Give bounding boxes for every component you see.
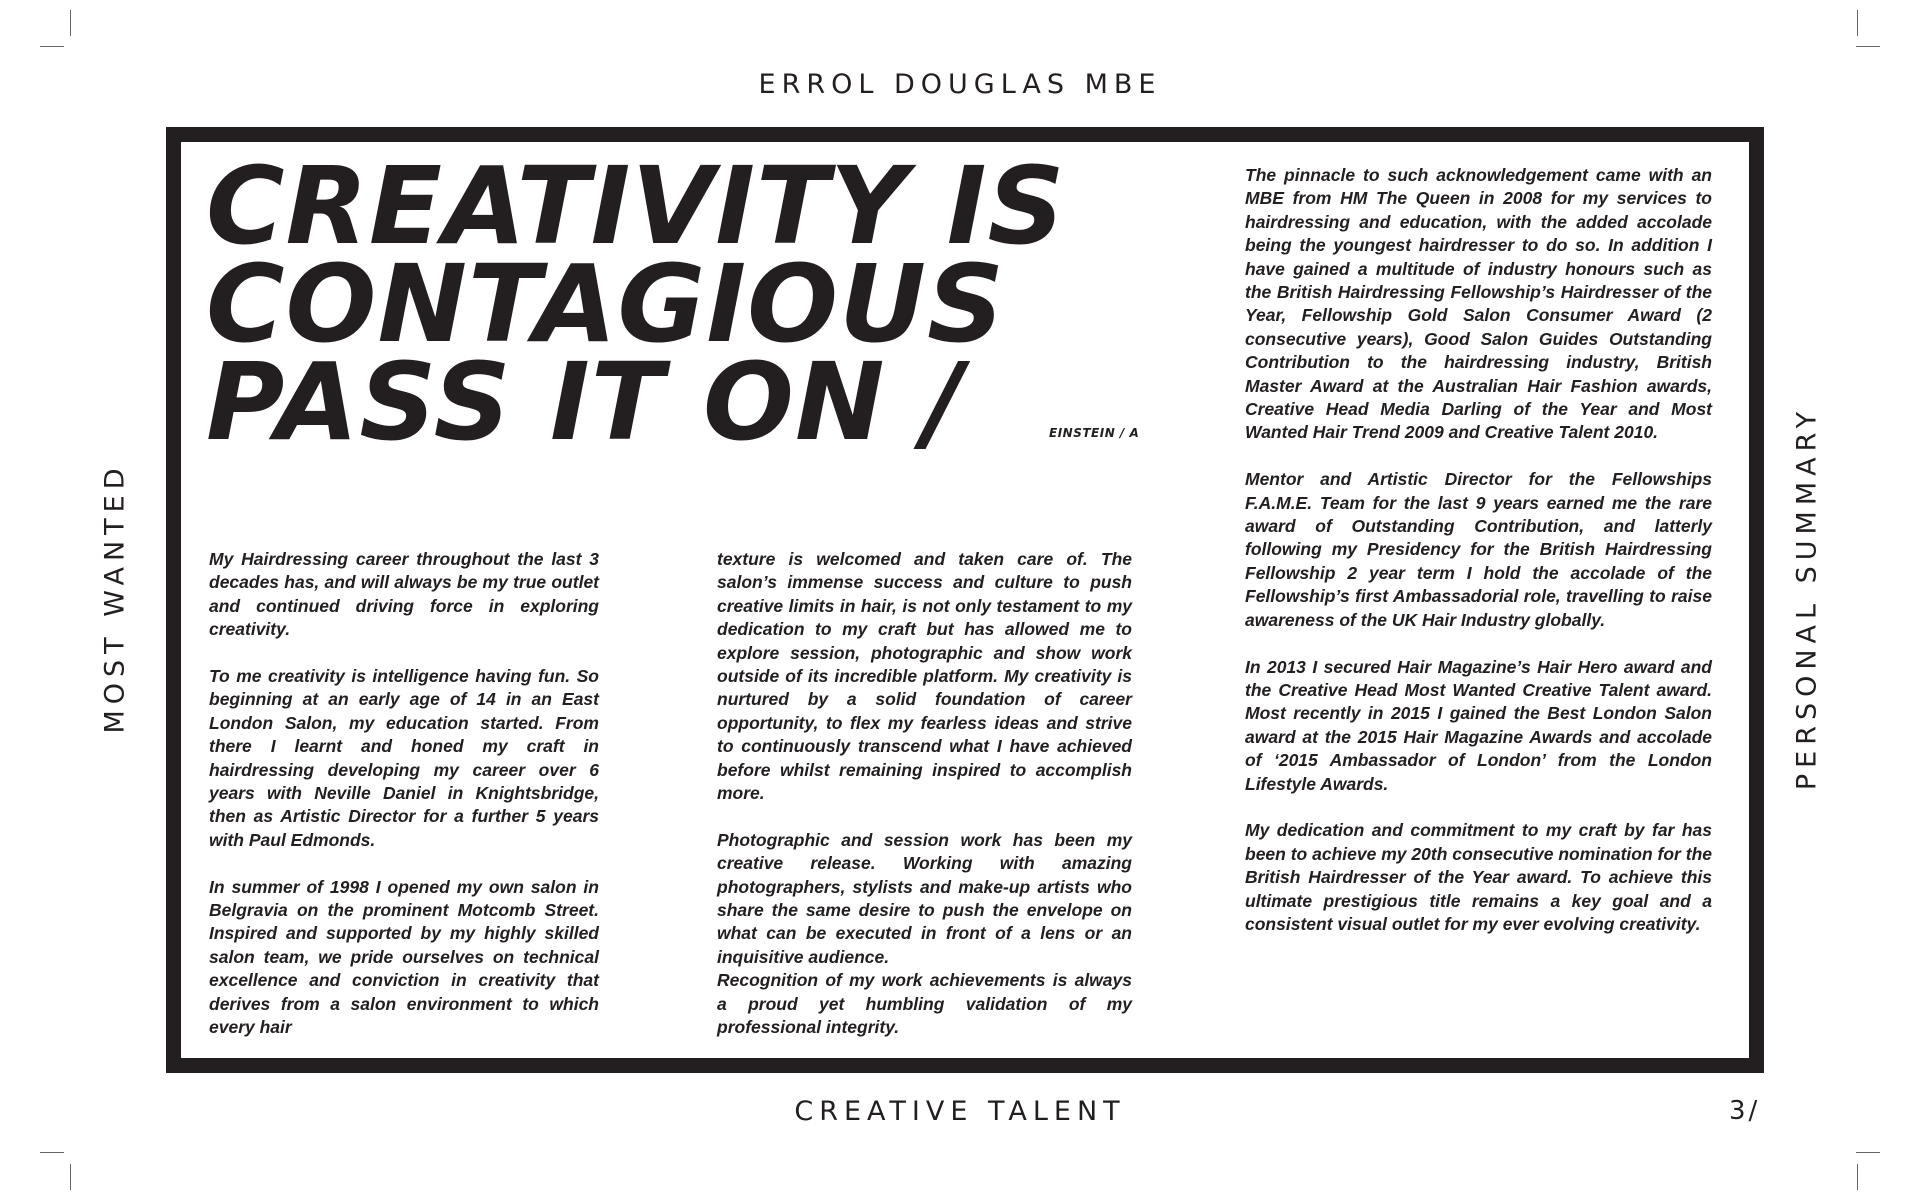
- paragraph: The pinnacle to such acknowledgement came with an MBE from HM The Queen in 2008 for my services to hairdressing and education, with the added accolade being the youngest hairdresser to do so. In addition I have gained a multitude of industry honours such as the British Hairdressing Fellowship’s Hairdresser of the Year, Fellowship Gold Salon Consumer Award (2 consecutive years), Good Salon Guides Outstanding Contribution to the hairdressing industry, British Master Award at the Australian Hair Fashion awards, Creative Head Media Darling of the Year and Most Wanted Hair Trend 2009 and Creative Talent 2010.: [1245, 165, 1712, 443]
- page-number: 3/: [1729, 1096, 1761, 1126]
- crop-mark-bottom-left-h: [40, 1152, 64, 1153]
- paragraph: texture is welcomed and taken care of. The salon’s immense success and culture to push creative limits in hair, is not only testament to my dedication to my craft but has allowed me to explore session, photographic and show work outside of its incredible platform. My creativity is nurtured by a solid foundation of career opportunity, to flex my fearless ideas and strive to continuously transcend what I have achieved before whilst remaining inspired to accomplish more.: [717, 549, 1132, 804]
- headline-line-3: PASS IT ON /: [206, 341, 964, 465]
- headline: [206, 145, 1066, 465]
- crop-mark-top-left-h: [40, 46, 64, 47]
- side-label-right: PERSONAL SUMMARY: [1791, 405, 1823, 791]
- text-column-2: [717, 548, 1132, 1040]
- paragraph: My Hairdressing career throughout the last 3 decades has, and will always be my true outlet and continued driving force in exploring creativity.: [209, 549, 599, 640]
- paragraph: In 2013 I secured Hair Magazine’s Hair Hero award and the Creative Head Most Wanted Creative Talent award. Most recently in 2015 I gained the Best London Salon award at the 2015 Hair Magazine Awards and accolade of ‘2015 Ambassador of London’ from the London Lifestyle Awards.: [1245, 656, 1712, 794]
- running-header: ERROL DOUGLAS MBE: [758, 69, 1162, 100]
- crop-mark-top-right-v: [1857, 10, 1858, 36]
- headline-line-1: CREATIVITY IS: [206, 145, 1066, 269]
- paragraph: My dedication and commitment to my craft by far has been to achieve my 20th consecutive nomination for the British Hairdresser of the Year award. To achieve this ultimate prestigious title remains a key goal and a consistent visual outlet for my ever evolving creativity.: [1245, 820, 1712, 934]
- side-label-left: MOST WANTED: [99, 462, 131, 734]
- text-column-3: [1245, 164, 1712, 936]
- quote-attribution: EINSTEIN / A: [1049, 426, 1140, 440]
- crop-mark-bottom-right-h: [1856, 1152, 1880, 1153]
- running-footer: CREATIVE TALENT: [794, 1096, 1126, 1127]
- crop-mark-top-left-v: [70, 10, 71, 36]
- paragraph: To me creativity is intelligence having fun. So beginning at an early age of 14 in an East London Salon, my education started. From there I learnt and honed my craft in hairdressing developing my career over 6 years with Neville Daniel in Knightsbridge, then as Artistic Director for a further 5 years with Paul Edmonds.: [209, 666, 599, 850]
- paragraph: In summer of 1998 I opened my own salon in Belgravia on the prominent Motcomb Street. Inspired and supported by my highly skilled salon team, we pride ourselves on technical excellence and conviction in creativity that derives from a salon environment to which every hair: [209, 876, 599, 1038]
- paragraph: Recognition of my work achievements is always a proud yet humbling validation of my professional integrity.: [717, 970, 1132, 1038]
- crop-mark-bottom-left-v: [70, 1164, 71, 1190]
- crop-mark-bottom-right-v: [1857, 1164, 1858, 1190]
- paragraph: Photographic and session work has been my creative release. Working with amazing photographers, stylists and make-up artists who share the same desire to push the envelope on what can be executed in front of a lens or an inquisitive audience.: [717, 829, 1132, 967]
- headline-line-2: CONTAGIOUS: [206, 243, 1006, 367]
- paragraph: Mentor and Artistic Director for the Fellowships F.A.M.E. Team for the last 9 years earned me the rare award of Outstanding Contribution, and latterly following my Presidency for the British Hairdressing Fellowship 2 year term I hold the accolade of the Fellowship’s first Ambassadorial role, travelling to raise awareness of the UK Hair Industry globally.: [1245, 469, 1712, 630]
- crop-mark-top-right-h: [1856, 46, 1880, 47]
- text-column-1: [209, 548, 599, 1040]
